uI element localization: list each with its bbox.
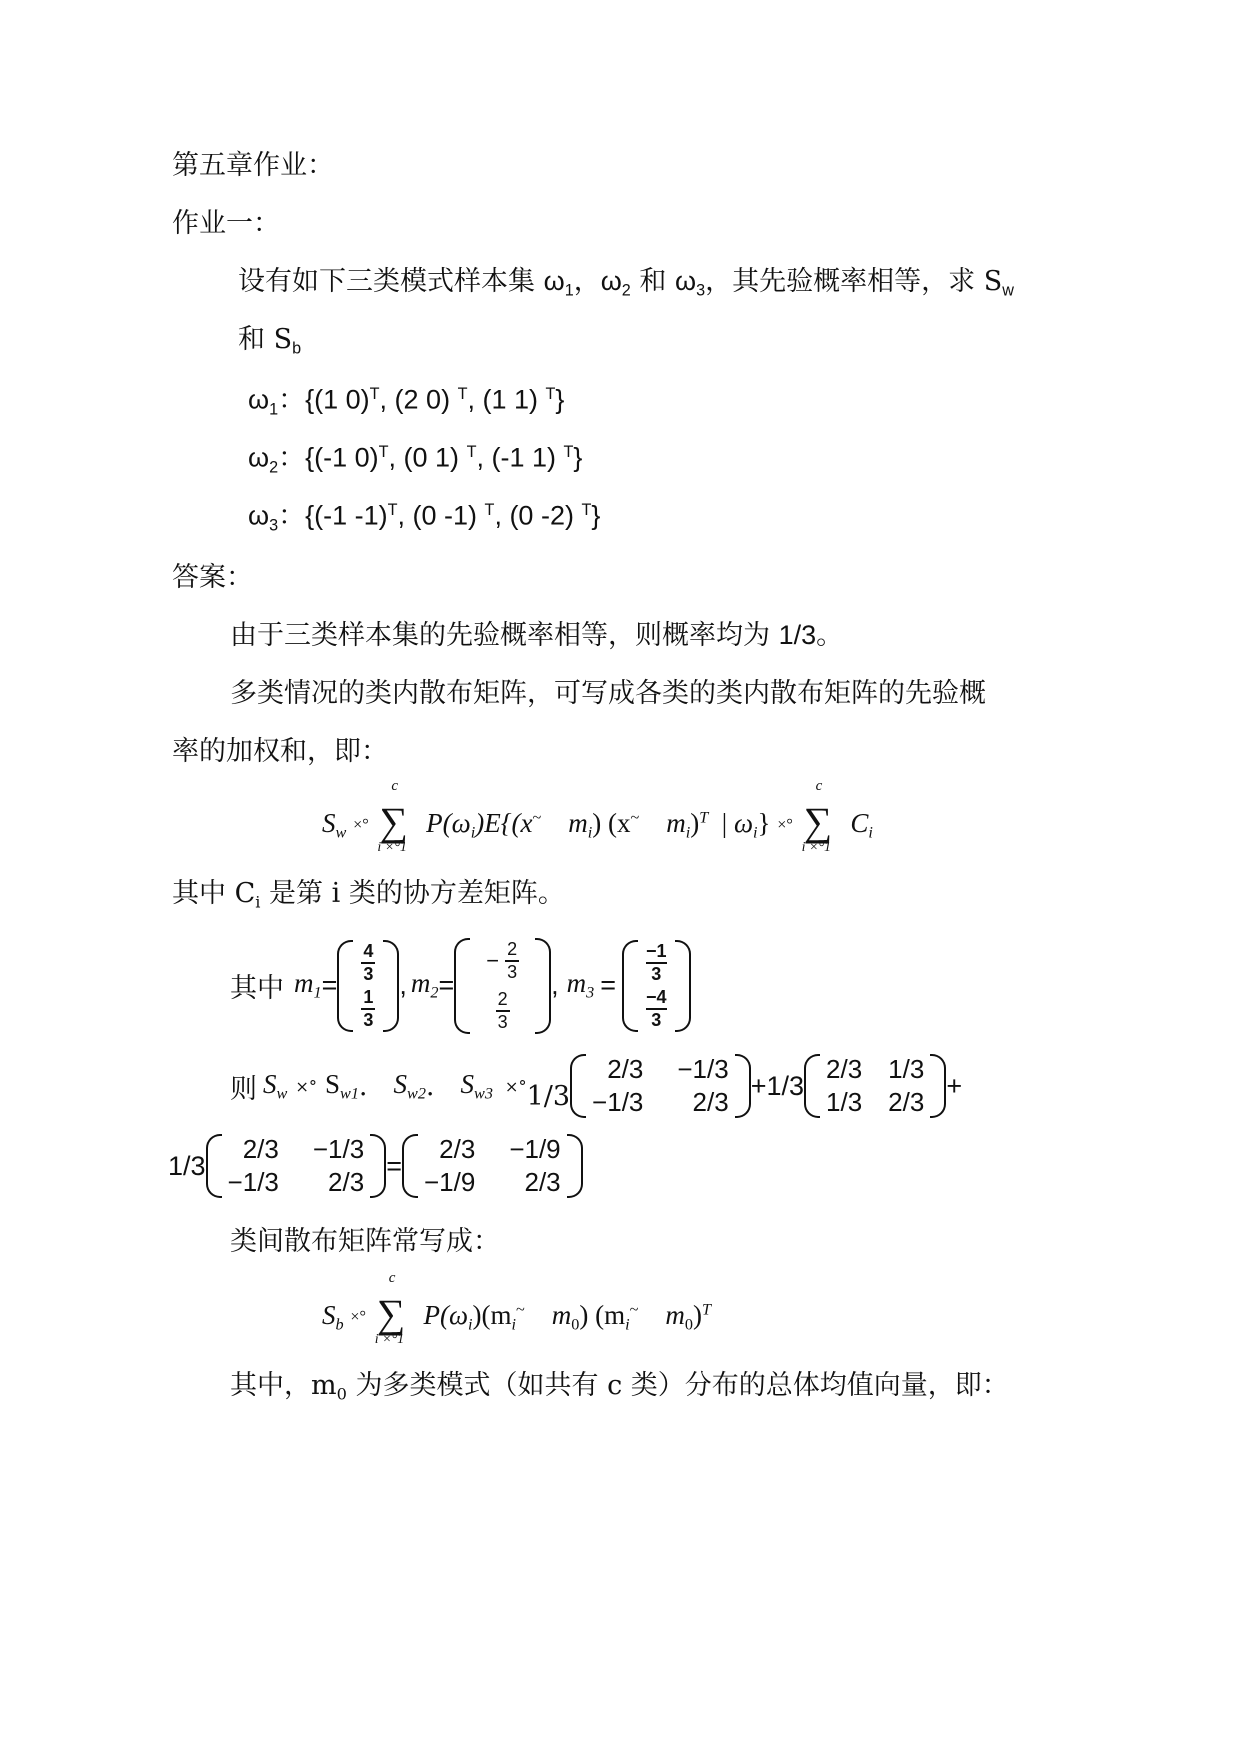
problem-line2-text: 和 S [238,324,293,355]
f2-m-sub: i [625,1315,630,1334]
f2-m0-sub: 0 [684,1315,693,1334]
sw-computation-line-1 [230,1054,962,1118]
sample-set-3 [248,502,600,534]
transpose-mark: T [581,501,592,519]
summation-symbol: ∑ c i ×°1 [801,778,833,855]
f1-omega-sub: i [753,823,758,842]
sw3: S [460,1068,475,1099]
f2-S: S [322,1300,336,1330]
answer-heading: 答案： [172,562,253,593]
sw-sub: w [1002,281,1014,300]
m0-text: 其中，m [230,1370,337,1401]
sample-label: ω [248,442,270,473]
between-class-intro: 类间散布矩阵常写成： [230,1226,500,1257]
vector-entry: 3 [507,961,518,982]
sample-vector: , (0 -2) [494,500,582,531]
vector-entry: −4 [646,986,667,1007]
sum-top: c [815,778,823,794]
sample-label-sub: 2 [269,458,279,477]
m2-equals: = [438,970,455,1001]
omega-3: ω [675,266,697,296]
m-sub: 2 [430,984,439,1003]
f2-omega: ω [448,1300,469,1330]
sample-label: ω [248,500,270,531]
f1-tilde: ~ [532,808,542,827]
omega-1: ω [543,266,565,296]
transpose-mark: T [378,443,389,461]
m-letter: m [566,968,587,999]
plus: + [946,1070,963,1101]
matrix-cell: −1/3 [592,1087,644,1117]
matrix-cell: 2/3 [328,1167,365,1197]
matrix-cell: −1/9 [509,1134,561,1164]
matrix-B [804,1054,946,1118]
m2-vector [454,938,551,1034]
f2-S-sub: b [335,1315,344,1334]
sum-bottom: i ×°1 [801,840,832,855]
answer-paragraph-2: 多类情况的类内散布矩阵，可写成各类的类内散布矩阵的先验概 [230,678,986,709]
minus-sign: − [486,947,500,973]
matrix-cell: 2/3 [888,1087,925,1117]
f2-m0: m [665,1300,685,1330]
sw-equals: ×° [504,1076,527,1096]
transpose-mark: T [484,501,495,519]
matrix-cell: −1/9 [423,1167,476,1197]
vector-entry: 3 [363,963,374,984]
sw1: S [324,1068,341,1099]
coef: 1/3 [168,1150,206,1181]
f1-m: m [568,808,588,838]
sw-dot: . [425,1070,435,1102]
problem-line-2 [238,326,301,357]
ci-text: 其中 C [172,878,256,909]
mean-vectors [230,938,691,1034]
comma: , [551,970,559,1001]
sample-vector: , (1 1) [467,384,546,415]
answer-text: 由于三类样本集的先验概率相等，则概率均为 [230,620,779,651]
vector-entry: 3 [651,963,662,984]
vector-entry: 3 [497,1011,508,1032]
sw-equals: ×° [295,1076,317,1096]
m1-label [294,968,322,1003]
between-class-scatter-formula [322,1270,711,1347]
f1-equals: ×° [777,815,793,834]
vector-entry: 3 [651,1009,662,1030]
sw2: S [393,1068,408,1099]
f2-transpose: T [701,1300,711,1319]
vector-entry: 4 [363,941,374,961]
f1-omega: ω [451,808,471,838]
m2-label [411,968,439,1003]
f1-equals: ×° [353,815,369,834]
f2-equals: ×° [350,1307,366,1326]
vector-entry: 2 [507,939,518,959]
f1-omega: ω [733,808,754,838]
m1-vector [337,940,399,1032]
matrix-result [402,1134,583,1198]
f1-C-sub: i [868,823,873,842]
m3-equals: = [600,970,617,1001]
f1-brace: } [757,808,771,838]
sw-computation-line-2 [168,1134,583,1198]
sample-vector: , (-1 1) [476,442,564,473]
vector-entry: −1 [646,941,667,961]
m-sub: 1 [313,984,322,1003]
f1-close: ) [690,808,700,838]
f2-tilde: ~ [629,1300,639,1319]
sample-set-1 [248,386,564,418]
matrix-A [570,1054,751,1118]
f2-open: )(m [472,1300,512,1330]
sample-colon: ： [278,442,306,473]
f2-m0-sub: 0 [571,1315,580,1334]
answer-paragraph-1 [230,622,843,649]
f2-close: ) [692,1300,702,1330]
sample-vector: {(-1 -1) [305,500,388,531]
problem-text-b: ，其先验概率相等，求 S [705,266,1003,297]
f1-S: S [322,808,336,838]
vector-entry: 1 [363,986,374,1007]
omega-1-sub: 1 [564,281,574,300]
sw-dot: . [358,1070,368,1102]
sample-colon: ： [278,500,306,531]
f1-S-sub: w [335,823,347,842]
matrix-cell: −1/3 [312,1134,365,1164]
sample-vector: {(1 0) [305,384,370,415]
sample-end: } [573,442,583,473]
transpose-mark: T [369,385,380,403]
f1-m-sub: i [587,823,593,842]
f2-P: P( [423,1300,449,1330]
omega-2: ω [600,266,622,296]
f1-given: | [721,808,728,838]
sb-sub: b [292,339,302,358]
sample-label-sub: 1 [269,400,279,419]
transpose-mark: T [457,385,468,403]
problem-text-a: 设有如下三类模式样本集 [238,266,544,297]
m-sub: 3 [586,984,595,1003]
problem-line-1 [238,268,1014,299]
sample-vector: , (0 1) [388,442,467,473]
f2-mid: ) (m [579,1300,626,1330]
f2-m0: m [551,1300,572,1330]
matrix-cell: 2/3 [524,1167,561,1197]
f2-tilde: ~ [516,1300,525,1319]
matrix-cell: −1/3 [227,1167,279,1197]
f2-m-sub: i [511,1315,516,1334]
m0-text-b: 为多类模式（如共有 c 类）分布的总体均值向量，即： [346,1370,1009,1401]
matrix-cell: 2/3 [692,1087,729,1117]
omega-2-sub: 2 [621,281,631,300]
sample-vector: , (2 0) [379,384,458,415]
period: 。 [816,620,844,651]
overall-mean-note [230,1372,1009,1403]
matrix-cell: 2/3 [439,1134,476,1164]
sample-label-sub: 3 [269,516,279,535]
f1-mid: ) (x [592,808,631,838]
summation-symbol: ∑ c i ×°1 [377,778,408,855]
assignment-heading: 作业一： [172,208,280,239]
summation-symbol: ∑ c i ×°1 [374,1270,406,1347]
matrix-cell: 1/3 [888,1054,925,1084]
sample-set-2 [248,444,582,476]
sample-vector: , (0 -1) [397,500,485,531]
sample-vector: {(-1 0) [305,442,379,473]
f1-m-sub: i [685,823,691,842]
equals: = [386,1150,402,1181]
f1-C: C [850,808,869,838]
f1-transpose: T [699,808,709,827]
comma: , [399,970,407,1001]
m-letter: m [410,968,431,999]
within-class-scatter-formula [322,778,873,855]
means-prefix: 其中 [230,973,284,1005]
sum-bottom: i ×°1 [374,1332,405,1347]
and-text: 和 [639,266,675,297]
m3-vector [622,940,691,1032]
matrix-cell: 2/3 [242,1134,279,1164]
plus-coef: +1/3 [750,1070,805,1101]
m-letter: m [294,968,314,999]
matrix-C [206,1134,387,1198]
f1-expectation: )E{(x [475,808,533,838]
f1-P: P( [426,808,452,838]
matrix-cell: 2/3 [607,1054,644,1084]
transpose-mark: T [466,443,477,461]
matrix-cell: 2/3 [826,1054,863,1084]
vector-entry: 2 [497,988,508,1009]
ci-text-b: 是第 i 类的协方差矩阵。 [260,878,565,909]
transpose-mark: T [563,443,574,461]
covariance-note [172,880,565,911]
sample-label: ω [248,384,270,415]
sw-sub: w [276,1084,288,1103]
sep: ， [573,266,601,297]
f1-m: m [666,808,686,838]
m1-equals: = [321,970,338,1001]
sw2-sub: w2 [407,1084,426,1103]
sum-top: c [388,1270,396,1286]
coef: 1/3 [526,1080,571,1112]
sw1-sub: w1 [340,1084,359,1103]
matrix-cell: 1/3 [826,1087,863,1117]
f2-omega-sub: i [468,1315,473,1334]
sum-bottom: i ×°1 [377,840,407,855]
omega-3-sub: 3 [696,281,706,300]
ci-sub: i [255,892,261,912]
vector-entry: 3 [363,1009,374,1030]
probability-value: 1/3 [778,620,817,650]
f1-tilde: ~ [630,808,640,827]
answer-paragraph-3: 率的加权和，即： [172,736,388,767]
sw-S: S [263,1068,277,1099]
f1-omega-sub: i [470,823,476,842]
then-text: 则 [230,1073,257,1105]
transpose-mark: T [387,501,398,519]
sw3-sub: w3 [474,1084,493,1103]
sample-end: } [555,384,565,415]
m0-sub: 0 [336,1384,347,1404]
sum-top: c [391,778,399,794]
matrix-cell: −1/3 [677,1054,729,1084]
transpose-mark: T [545,385,556,403]
m3-label [567,968,595,1003]
sample-end: } [591,500,601,531]
chapter-heading: 第五章作业： [172,150,334,181]
sample-colon: ： [278,384,306,415]
